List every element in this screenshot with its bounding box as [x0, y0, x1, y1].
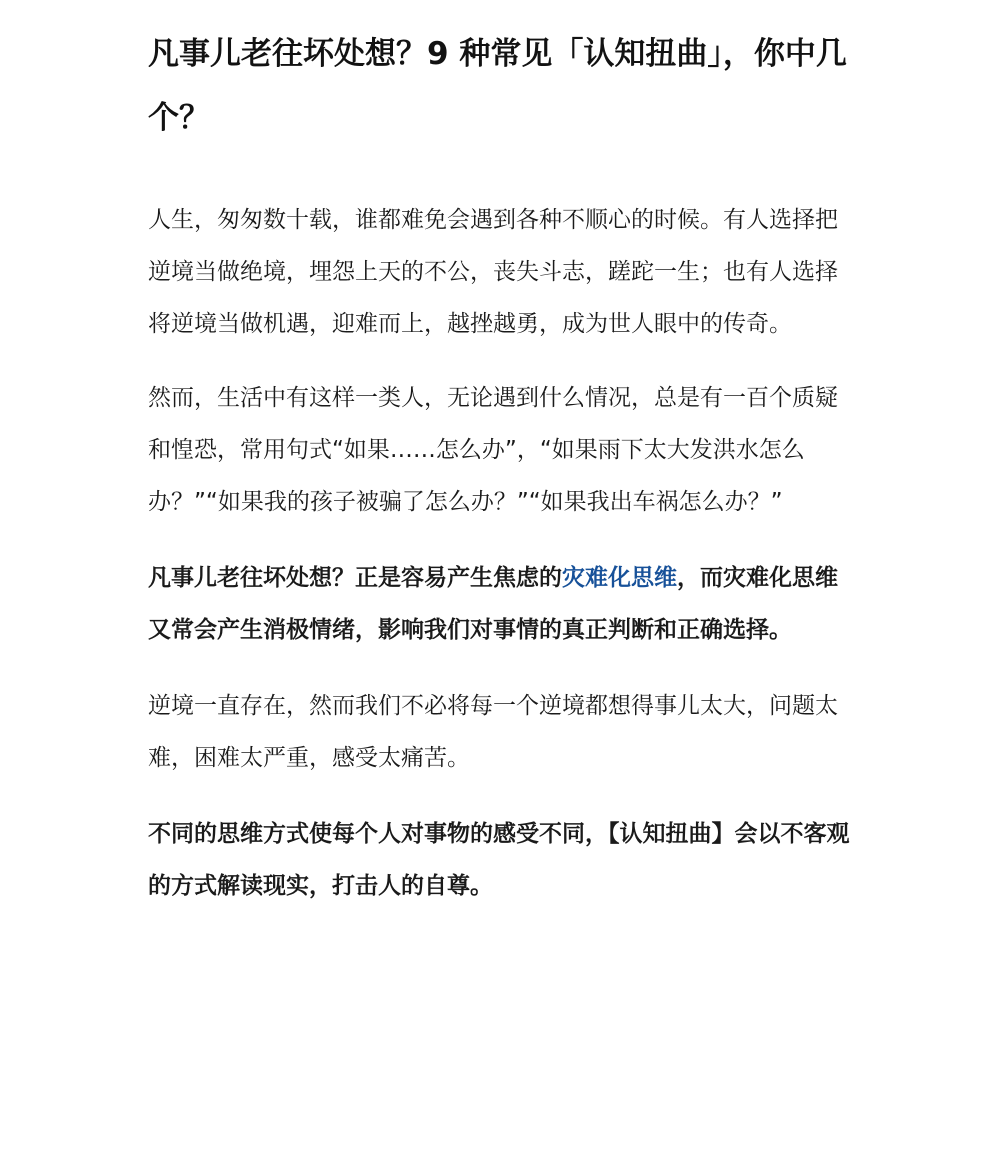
bold-text-before-link: 凡事儿老往坏处想？正是容易产生焦虑的 [148, 565, 562, 591]
article [148, 22, 860, 912]
bold-paragraph-catastrophizing [148, 552, 860, 656]
paragraph-questions: 然而，生活中有这样一类人，无论遇到什么情况，总是有一百个质疑和惶恐，常用句式“如果……怎么办”，“如果雨下太大发洪水怎么办？”“如果我的孩子被骗了怎么办？”“如果我出车祸怎么办？” [148, 385, 838, 515]
bold-text-after-link: ，而灾难化思维又常会产生消极情绪，影响我们对事情的真正判断和正确选择。 [148, 565, 838, 643]
bold-paragraph-cognitive-distortion: 不同的思维方式使每个人对事物的感受不同，【认知扭曲】会以不客观的方式解读现实，打击人的自尊。 [148, 821, 850, 899]
catastrophizing-link[interactable]: 灾难化思维 [562, 565, 677, 591]
article-title: 凡事儿老往坏处想？9 种常见「认知扭曲」，你中几个？ [148, 36, 847, 136]
paragraph-adversity: 逆境一直存在，然而我们不必将每一个逆境都想得事儿太大，问题太难，困难太严重，感受太痛苦。 [148, 693, 838, 771]
paragraph-intro: 人生，匆匆数十载，谁都难免会遇到各种不顺心的时候。有人选择把逆境当做绝境，埋怨上天的不公，丧失斗志，蹉跎一生；也有人选择将逆境当做机遇，迎难而上，越挫越勇，成为世人眼中的传奇。 [148, 207, 838, 337]
